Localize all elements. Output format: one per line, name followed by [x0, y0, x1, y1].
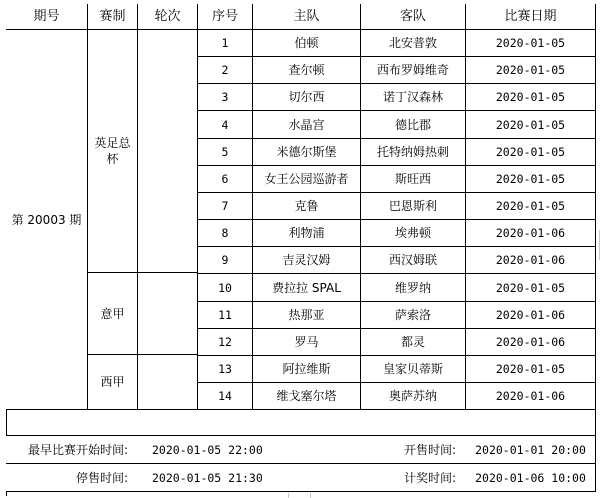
match-date: 2020-01-05: [466, 166, 596, 193]
match-no: 5: [198, 139, 253, 166]
format-line: 杯: [106, 152, 119, 166]
match-date: 2020-01-05: [466, 356, 596, 383]
match-date: 2020-01-05: [466, 193, 596, 220]
home-team: 女王公园巡游者: [253, 166, 361, 193]
away-team: 斯旺西: [361, 166, 466, 193]
match-no: 2: [198, 57, 253, 84]
match-date: 2020-01-05: [466, 139, 596, 166]
away-team: 西汉姆联: [361, 247, 466, 274]
match-no: 9: [198, 247, 253, 274]
match-no: 1: [198, 30, 253, 57]
format-cell-serie-a: 意甲: [88, 273, 138, 355]
match-no: 11: [198, 302, 253, 329]
home-team: 费拉拉 SPAL: [253, 274, 361, 302]
away-team: 北安普敦: [361, 30, 466, 57]
home-team: 罗马: [253, 329, 361, 356]
match-date: 2020-01-05: [466, 274, 596, 302]
match-no: 10: [198, 274, 253, 302]
home-team: 查尔顿: [253, 57, 361, 84]
away-team: 维罗纳: [361, 274, 466, 302]
round-cell: [138, 273, 198, 355]
round-cell: [138, 30, 198, 273]
match-no: 6: [198, 166, 253, 193]
match-date: 2020-01-06: [466, 220, 596, 247]
away-team: 奥萨苏纳: [361, 383, 466, 410]
match-no: 7: [198, 193, 253, 220]
match-no: 13: [198, 356, 253, 383]
match-date: 2020-01-05: [466, 57, 596, 84]
home-team: 水晶宫: [253, 111, 361, 139]
home-team: 伯顿: [253, 30, 361, 57]
grid-tick: [310, 493, 311, 498]
payout-value: 2020-01-06 10:00: [466, 464, 596, 492]
away-team: 诺丁汉森林: [361, 84, 466, 111]
header-format: 赛制: [88, 4, 138, 30]
away-team: 埃弗顿: [361, 220, 466, 247]
home-team: 阿拉维斯: [253, 356, 361, 383]
away-team: 皇家贝蒂斯: [361, 356, 466, 383]
match-no: 3: [198, 84, 253, 111]
format-cell-la-liga: 西甲: [88, 355, 138, 410]
format-line: 英足总: [94, 136, 131, 150]
match-no: 14: [198, 383, 253, 410]
home-team: 米德尔斯堡: [253, 139, 361, 166]
round-cell: [138, 355, 198, 410]
payout-label: 计奖时间:: [361, 464, 466, 492]
home-team: 克鲁: [253, 193, 361, 220]
grid-tick: [288, 493, 289, 498]
match-date: 2020-01-06: [466, 329, 596, 356]
away-team: 托特纳姆热刺: [361, 139, 466, 166]
home-team: 吉灵汉姆: [253, 247, 361, 274]
home-team: 维戈塞尔塔: [253, 383, 361, 410]
earliest-start-value: 2020-01-05 22:00: [138, 436, 361, 464]
grid-tick: [599, 230, 600, 260]
header-away: 客队: [361, 4, 466, 30]
header-date: 比赛日期: [466, 4, 596, 30]
match-no: 4: [198, 111, 253, 139]
sale-stop-label: 停售时间:: [6, 464, 138, 492]
match-date: 2020-01-05: [466, 30, 596, 57]
sale-open-value: 2020-01-01 20:00: [466, 436, 596, 464]
header-period: 期号: [6, 4, 88, 30]
period-cell: 第 20003 期: [6, 30, 88, 410]
home-team: 利物浦: [253, 220, 361, 247]
sale-open-label: 开售时间:: [361, 436, 466, 464]
match-no: 12: [198, 329, 253, 356]
home-team: 切尔西: [253, 84, 361, 111]
home-team: 热那亚: [253, 302, 361, 329]
match-date: 2020-01-06: [466, 383, 596, 410]
match-date: 2020-01-05: [466, 84, 596, 111]
header-home: 主队: [253, 4, 361, 30]
header-round: 轮次: [138, 4, 198, 30]
earliest-start-label: 最早比赛开始时间:: [6, 436, 138, 464]
match-date: 2020-01-06: [466, 247, 596, 274]
sale-stop-value: 2020-01-05 21:30: [138, 464, 361, 492]
away-team: 巴恩斯利: [361, 193, 466, 220]
header-no: 序号: [198, 4, 253, 30]
away-team: 萨索洛: [361, 302, 466, 329]
away-team: 德比郡: [361, 111, 466, 139]
empty-row: [6, 410, 596, 436]
match-date: 2020-01-05: [466, 111, 596, 139]
match-no: 8: [198, 220, 253, 247]
away-team: 都灵: [361, 329, 466, 356]
away-team: 西布罗姆维奇: [361, 57, 466, 84]
match-date: 2020-01-06: [466, 302, 596, 329]
format-cell-fa-cup: [88, 30, 138, 273]
